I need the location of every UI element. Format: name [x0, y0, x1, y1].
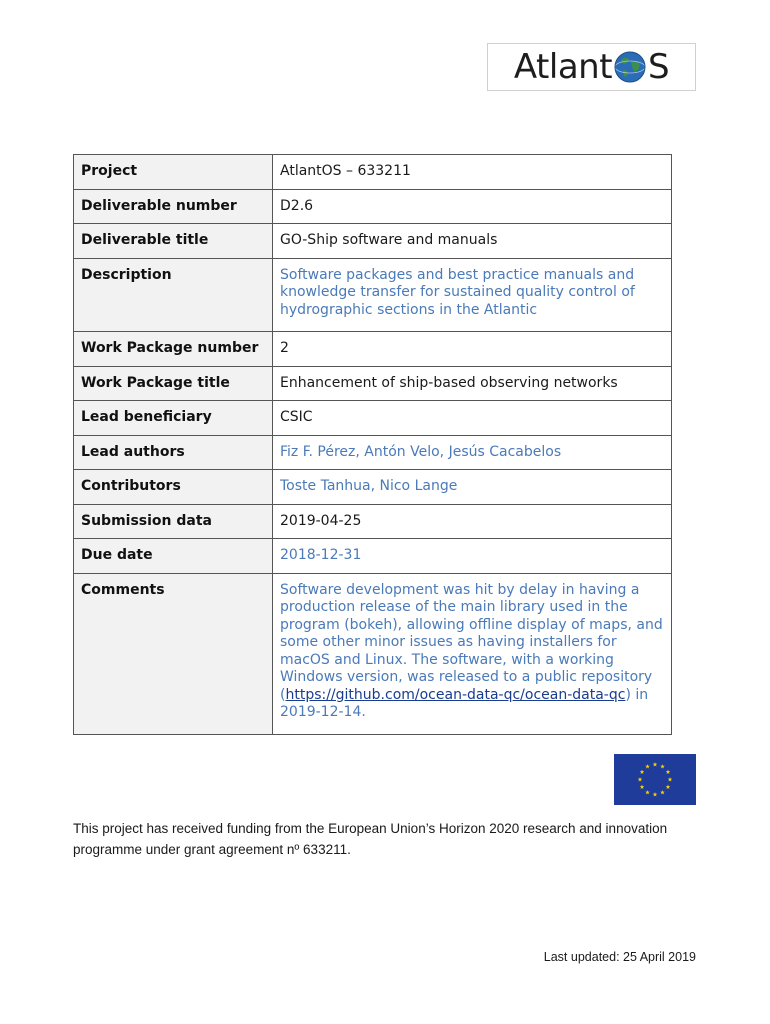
row-label: Deliverable number: [74, 189, 273, 224]
table-row: [74, 435, 672, 470]
row-value: 2: [273, 332, 672, 367]
table-row: [74, 366, 672, 401]
table-row: [74, 155, 672, 190]
comments-row: [74, 573, 672, 734]
table-row: [74, 258, 672, 332]
row-value: 2019-04-25: [273, 504, 672, 539]
row-label: Due date: [74, 539, 273, 574]
logo-text-right: S: [648, 47, 670, 87]
row-label: Project: [74, 155, 273, 190]
last-updated: Last updated: 25 April 2019: [543, 950, 696, 964]
comments-value: [273, 573, 672, 734]
globe-icon: [613, 50, 647, 84]
row-label: Description: [74, 258, 273, 332]
row-label: Work Package number: [74, 332, 273, 367]
comments-text-before: Software development was hit by delay in having a production release of the main library used in the program (bokeh), allowing offline display of maps, and some other minor issues as having installers for macOS and Linux. The software, with a working Windows version, was released to a public repository (: [280, 581, 663, 703]
row-value: CSIC: [273, 401, 672, 436]
row-value: GO-Ship software and manuals: [273, 224, 672, 259]
deliverable-info-table: [73, 154, 672, 735]
comments-text-after: ) in 2019-12-14.: [280, 686, 649, 720]
table-row: [74, 189, 672, 224]
table-row: [74, 332, 672, 367]
table-row: [74, 401, 672, 436]
row-label: Lead authors: [74, 435, 273, 470]
row-value: D2.6: [273, 189, 672, 224]
table-row: [74, 504, 672, 539]
row-value: Enhancement of ship-based observing networks: [273, 366, 672, 401]
atlantos-logo: [487, 43, 696, 91]
atlantos-logo-text: [513, 47, 670, 87]
row-value: Software packages and best practice manuals and knowledge transfer for sustained quality control of hydrographic sections in the Atlantic: [273, 258, 672, 332]
row-value: 2018-12-31: [273, 539, 672, 574]
eu-flag-icon: [614, 754, 696, 805]
row-label: Work Package title: [74, 366, 273, 401]
table-row: [74, 224, 672, 259]
logo-text-left: Atlant: [513, 47, 613, 87]
row-label: Submission data: [74, 504, 273, 539]
row-label: Deliverable title: [74, 224, 273, 259]
table-row: [74, 539, 672, 574]
row-label: Lead beneficiary: [74, 401, 273, 436]
row-value: Toste Tanhua, Nico Lange: [273, 470, 672, 505]
comments-label: Comments: [74, 573, 273, 734]
repository-link[interactable]: https://github.com/ocean-data-qc/ocean-data-qc: [285, 686, 626, 703]
table-row: [74, 470, 672, 505]
row-value: Fiz F. Pérez, Antón Velo, Jesús Cacabelos: [273, 435, 672, 470]
funding-statement: This project has received funding from the European Union’s Horizon 2020 research and innovation programme under grant agreement nº 633211.: [73, 821, 668, 857]
row-value: AtlantOS – 633211: [273, 155, 672, 190]
row-label: Contributors: [74, 470, 273, 505]
